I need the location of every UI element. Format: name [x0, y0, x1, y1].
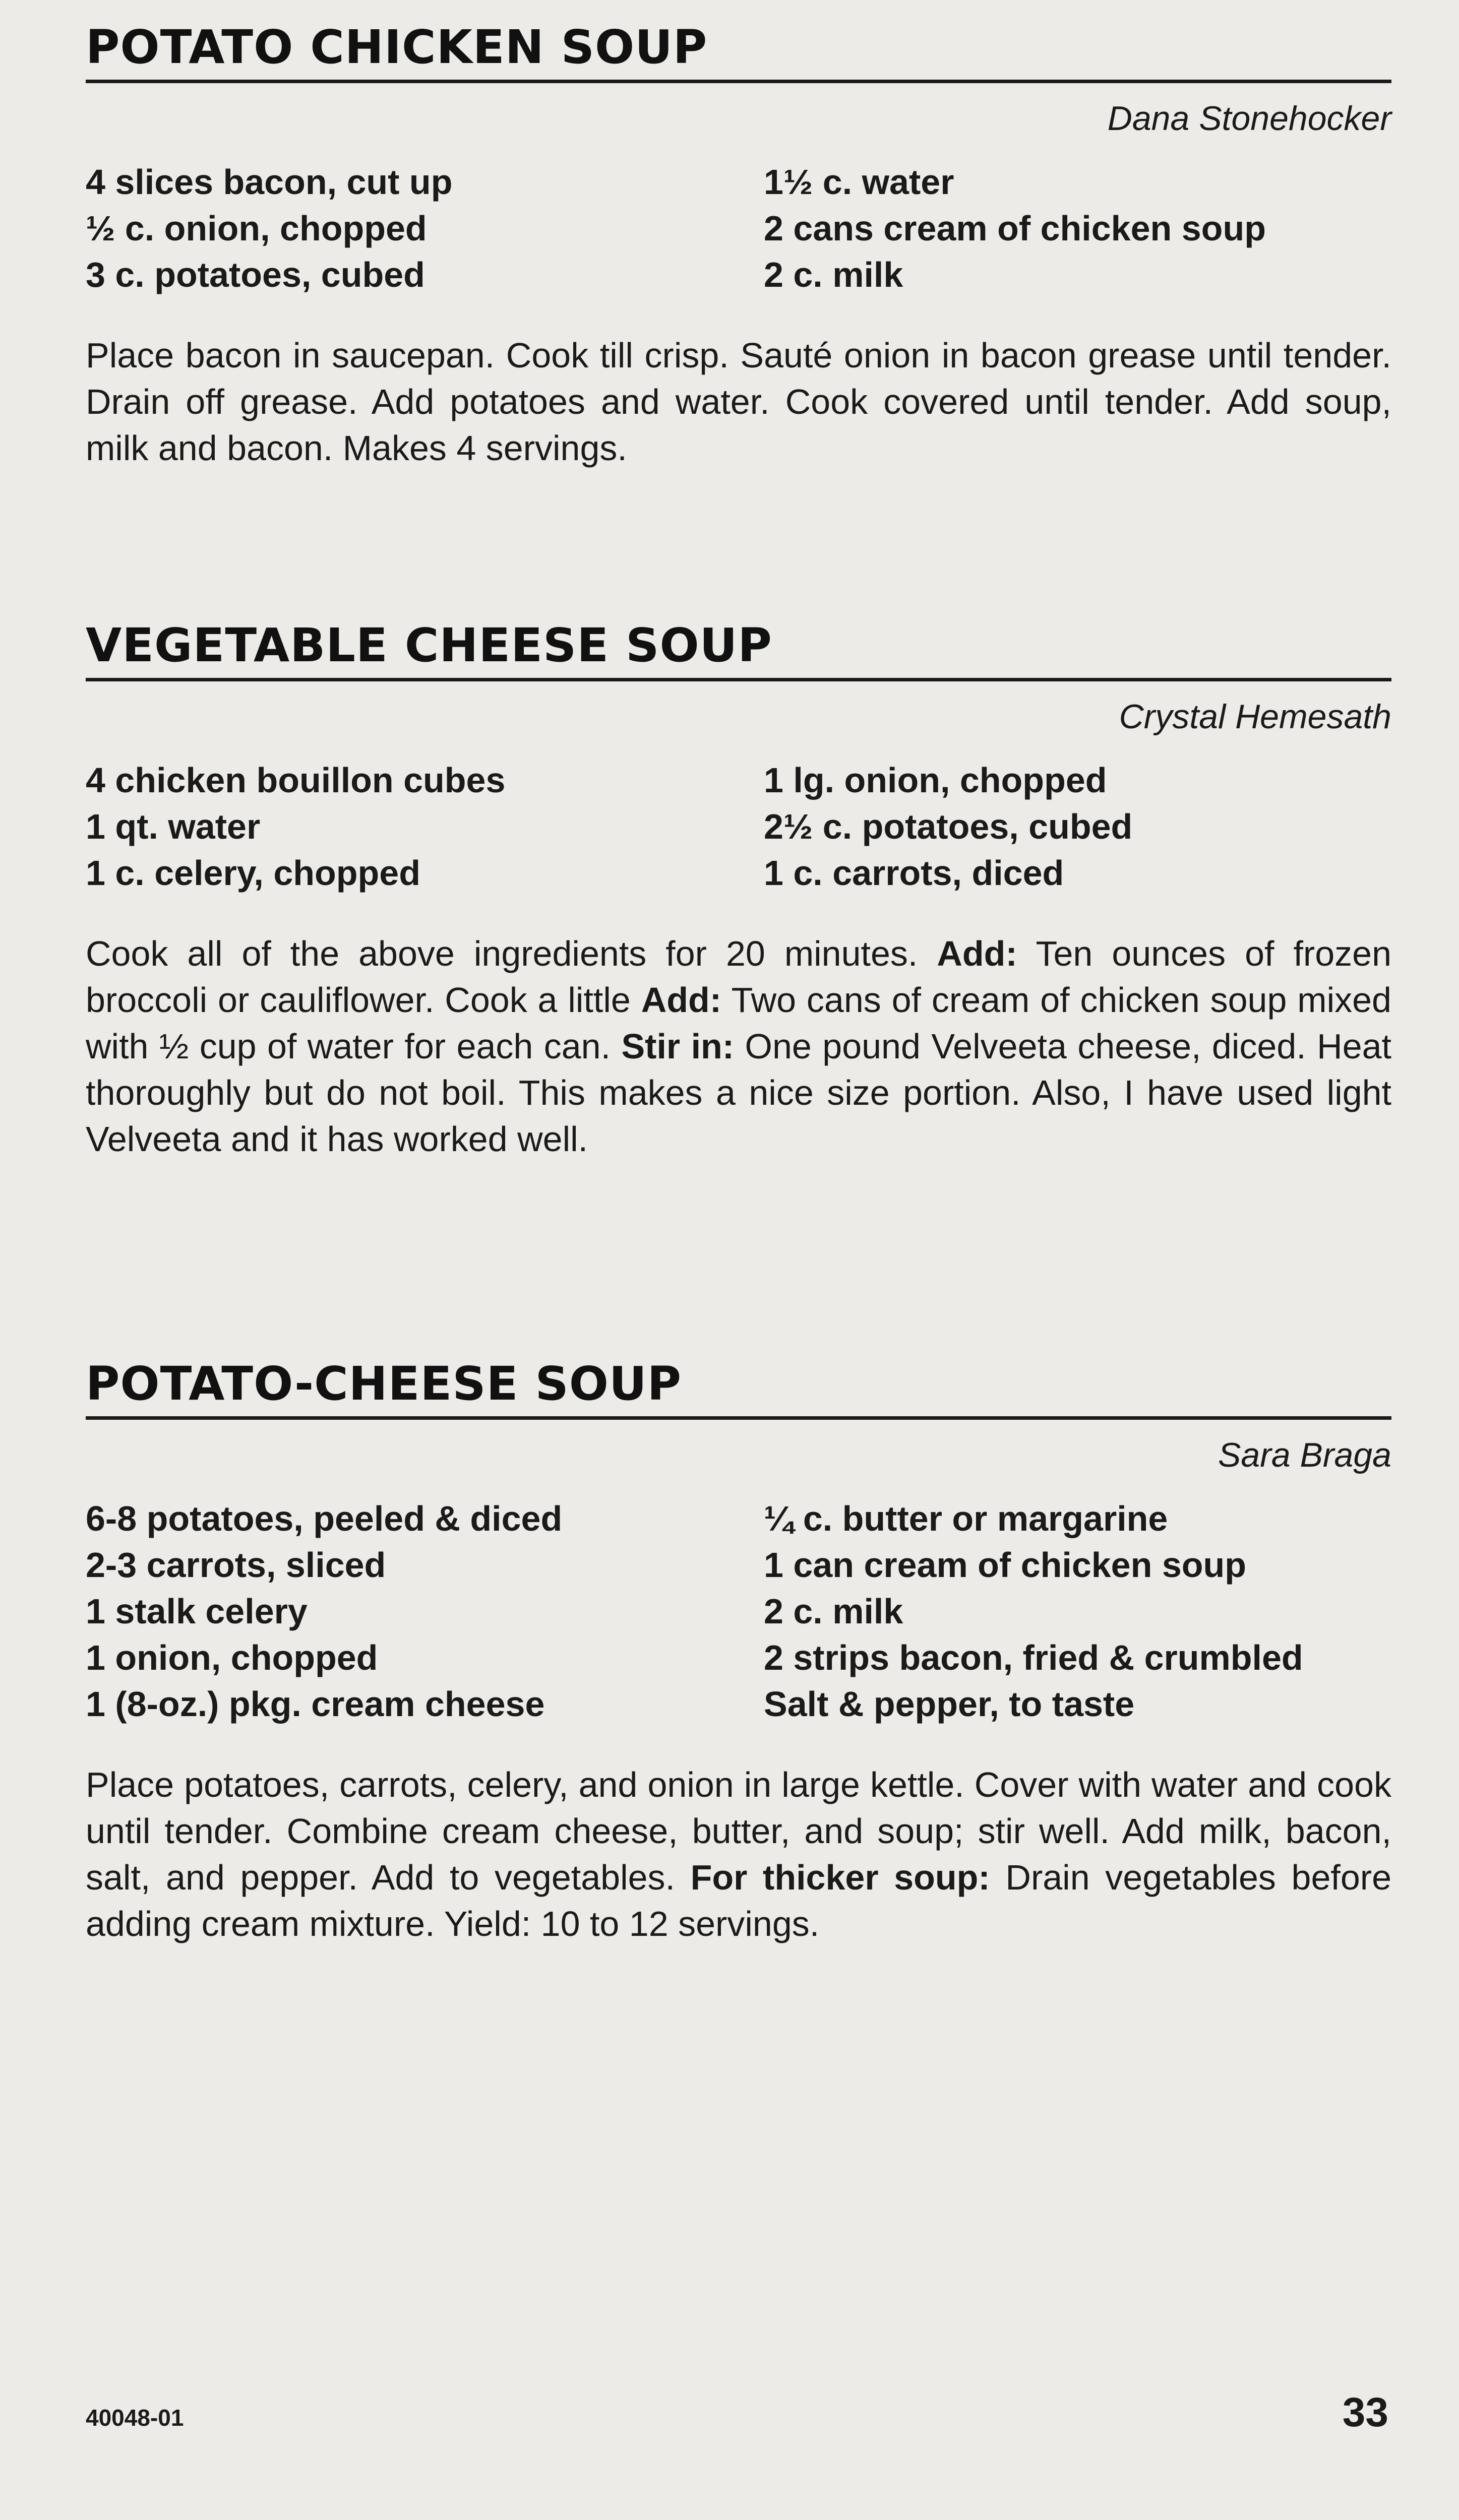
ingredient: 2½ c. potatoes, cubed: [764, 807, 1133, 846]
print-code: 40048-01: [86, 2405, 184, 2431]
recipe-title: POTATO CHICKEN SOUP: [86, 24, 1391, 83]
recipe-author: Crystal Hemesath: [1119, 698, 1391, 736]
ingredient: 6-8 potatoes, peeled & diced: [86, 1499, 563, 1538]
directions-text: Place potatoes, carrots, celery, and onion in large kettle. Cover with water and cook until tender. Combine cream cheese, butter, and soup; stir well. Add milk, bacon, salt, and pepper. Add to vegetables.: [86, 1765, 1391, 1897]
recipe-author: Sara Braga: [1218, 1436, 1391, 1474]
ingredients-left-column: [86, 757, 764, 896]
ingredient: 2-3 carrots, sliced: [86, 1545, 386, 1585]
directions-text: Two cans of cream of chicken soup mixed with ½ cup of water for each can.: [86, 980, 1391, 1066]
recipe-directions: Place bacon in saucepan. Cook till crisp. Sauté onion in bacon grease until tender. Drain off grease. Add potatoes and water. Cook covered until tender. Add soup, milk and bacon. Makes 4 servings.: [86, 336, 1391, 468]
directions-text: Cook all of the above ingredients for 20 minutes.: [86, 934, 937, 973]
ingredients-right-column: [764, 757, 1391, 896]
ingredient: 1 c. celery, chopped: [86, 853, 420, 893]
ingredients-right-column: [764, 1495, 1391, 1727]
ingredients-list: [86, 1495, 1391, 1727]
directions-keyword: Add:: [937, 934, 1017, 973]
directions-text: Ten ounces of frozen broccoli or cauliflower. Cook a little: [86, 934, 1391, 1020]
recipe-directions: [86, 1761, 1391, 1947]
ingredient: 2 c. milk: [764, 1592, 903, 1631]
ingredient: Salt & pepper, to taste: [764, 1684, 1135, 1724]
recipe-title: POTATO-CHEESE SOUP: [86, 1361, 1391, 1420]
ingredient: 4 slices bacon, cut up: [86, 162, 453, 202]
ingredient: 1 lg. onion, chopped: [764, 761, 1107, 800]
directions-keyword: For thicker soup:: [690, 1858, 990, 1897]
ingredients-left-column: [86, 1495, 764, 1727]
recipe-directions: [86, 930, 1391, 1162]
ingredient: ½ c. onion, chopped: [86, 209, 427, 248]
ingredient: ¼ c. butter or margarine: [764, 1499, 1168, 1538]
ingredient: 2 c. milk: [764, 255, 903, 294]
ingredient: 1 onion, chopped: [86, 1638, 378, 1677]
ingredient: 1 c. carrots, diced: [764, 853, 1064, 893]
directions-keyword: Stir in:: [621, 1027, 735, 1066]
ingredients-list: [86, 159, 1391, 298]
ingredient: 1 (8-oz.) pkg. cream cheese: [86, 1684, 545, 1724]
ingredient: 1½ c. water: [764, 162, 954, 202]
recipe-potato-chicken-soup: [86, 20, 1391, 507]
page-number: 33: [1342, 2389, 1388, 2435]
recipe-title: VEGETABLE CHEESE SOUP: [86, 622, 1391, 681]
ingredients-list: [86, 757, 1391, 896]
ingredient: 2 strips bacon, fried & crumbled: [764, 1638, 1303, 1677]
directions-text: Drain vegetables before adding cream mixture. Yield: 10 to 12 servings.: [86, 1858, 1391, 1943]
ingredient: 1 stalk celery: [86, 1592, 308, 1631]
ingredients-left-column: [86, 159, 764, 298]
recipe-author: Dana Stonehocker: [1107, 99, 1391, 138]
ingredient: 4 chicken bouillon cubes: [86, 761, 506, 800]
directions-keyword: Add:: [641, 980, 722, 1020]
ingredients-right-column: [764, 159, 1391, 298]
ingredient: 3 c. potatoes, cubed: [86, 255, 425, 294]
recipe-potato-cheese-soup: [86, 1357, 1391, 1982]
ingredient: 1 qt. water: [86, 807, 261, 846]
ingredient: 2 cans cream of chicken soup: [764, 209, 1266, 248]
recipe-vegetable-cheese-soup: [86, 618, 1391, 1198]
directions-text: One pound Velveeta cheese, diced. Heat thoroughly but do not boil. This makes a nice size portion. Also, I have used light Velveeta and it has worked well.: [86, 1027, 1391, 1159]
ingredient: 1 can cream of chicken soup: [764, 1545, 1247, 1585]
